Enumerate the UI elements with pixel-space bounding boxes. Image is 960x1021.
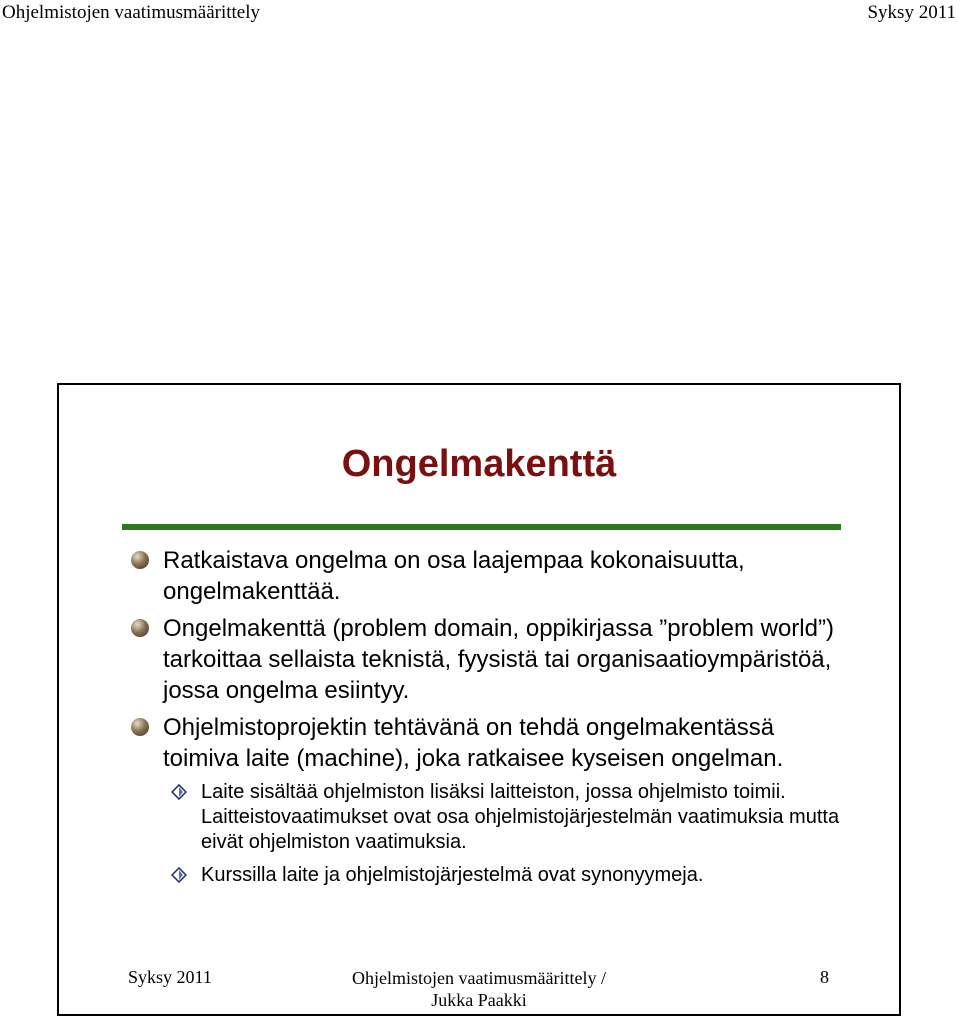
sphere-bullet-icon (131, 551, 149, 569)
subbullet-item (129, 863, 849, 888)
footer-author: Jukka Paakki (431, 990, 527, 1010)
sphere-bullet-icon (131, 718, 149, 736)
bullet-item (129, 613, 849, 706)
subbullet-item (129, 780, 849, 855)
bullet-list (129, 545, 849, 896)
title-underline (122, 524, 841, 530)
slide-title: Ongelmakenttä (341, 443, 617, 485)
header-document-title: Ohjelmistojen vaatimusmäärittely (2, 2, 261, 23)
bullet-text: Ratkaistava ongelma on osa laajempaa kokonaisuutta, ongelmakenttää. (163, 547, 745, 605)
footer-course-author (329, 967, 629, 1011)
bullet-text: Ongelmakenttä (problem domain, oppikirjassa ”problem world”) tarkoittaa sellaista teknistä, fyysistä tai organisaatioympäristöä, jossa ongelma esiintyy. (163, 615, 834, 704)
footer-semester: Syksy 2011 (128, 967, 212, 987)
bullet-item (129, 545, 849, 607)
slide (57, 383, 901, 1016)
footer-page-number: 8 (820, 967, 829, 987)
diamond-bullet-icon (171, 867, 187, 883)
bullet-item (129, 712, 849, 774)
footer-course: Ohjelmistojen vaatimusmäärittely / (352, 968, 606, 988)
sphere-bullet-icon (131, 619, 149, 637)
slide-footer (59, 967, 899, 1013)
page-header (0, 0, 960, 26)
diamond-bullet-icon (171, 784, 187, 800)
bullet-text: Ohjelmistoprojektin tehtävänä on tehdä ongelmakentässä toimiva laite (machine), joka ratkaisee kyseisen ongelman. (163, 714, 784, 772)
subbullet-text: Kurssilla laite ja ohjelmistojärjestelmä ovat synonyymeja. (201, 864, 704, 886)
header-semester: Syksy 2011 (867, 2, 956, 23)
subbullet-text: Laite sisältää ohjelmiston lisäksi laitteiston, jossa ohjelmisto toimii. Laitteistovaatimukset ovat osa ohjelmistojärjestelmän vaatimuksia mutta eivät ohjelmiston vaatimuksia. (201, 781, 840, 853)
